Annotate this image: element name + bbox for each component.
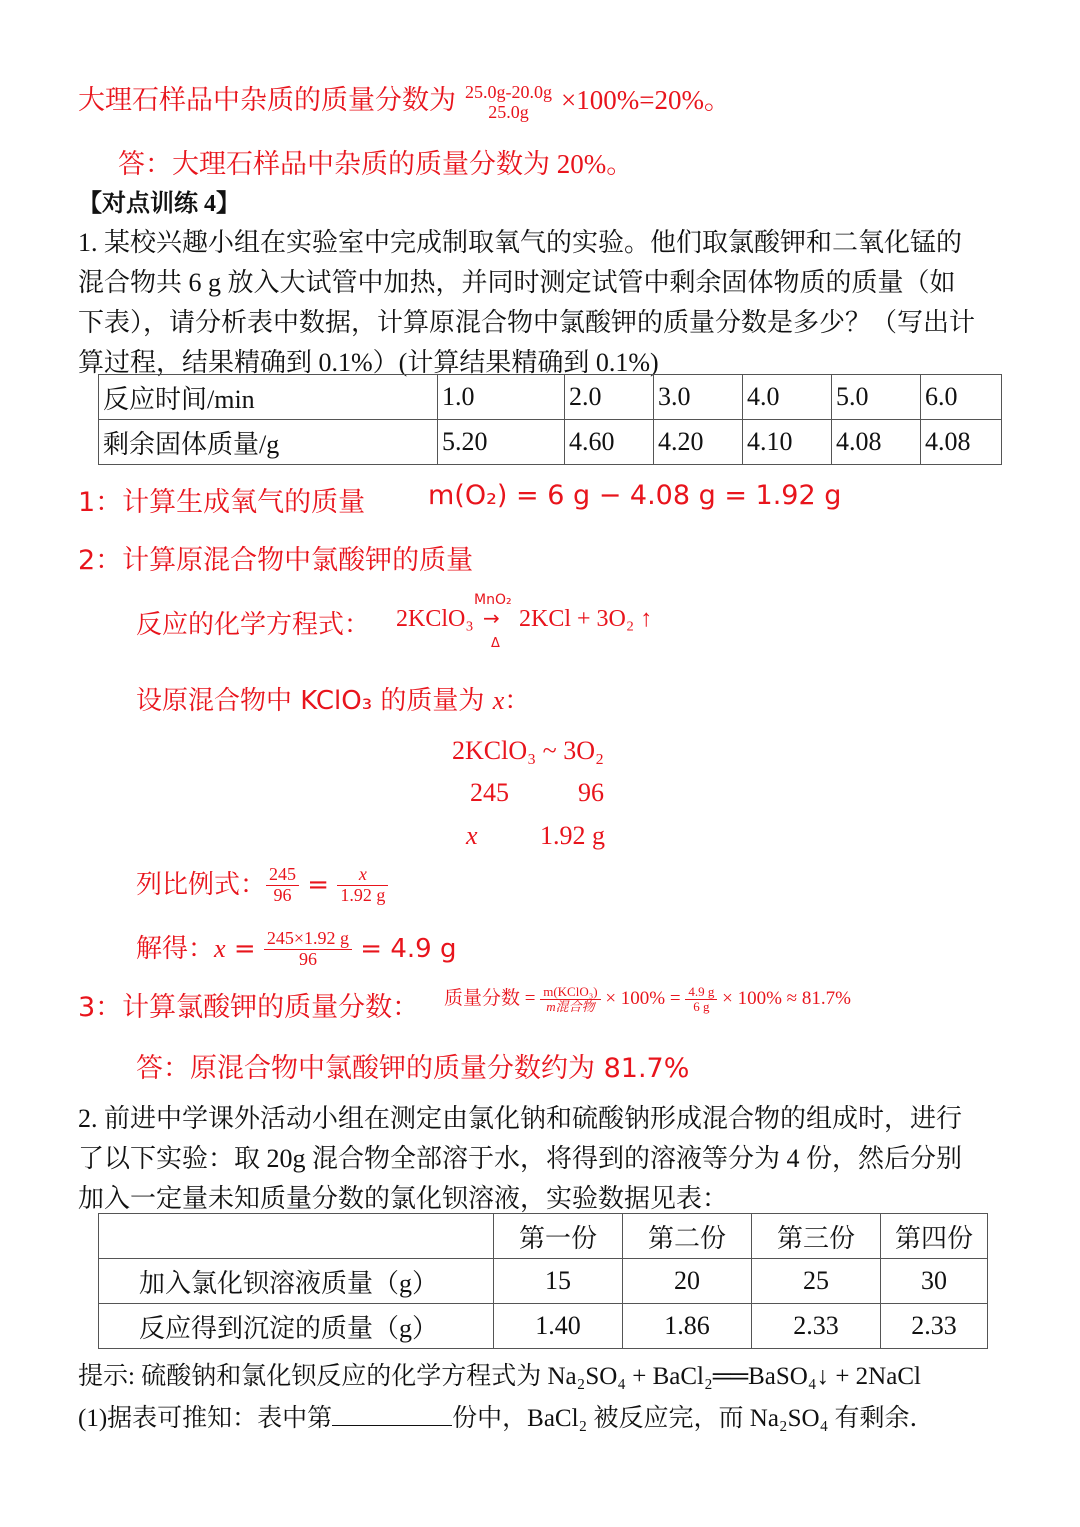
q2-line-3: 加入一定量未知质量分数的氯化钡溶液，实验数据见表： — [78, 1184, 729, 1213]
table-cell: 3.0 — [654, 375, 743, 420]
let-variable: x — [492, 686, 505, 715]
chem-equation-line — [136, 604, 370, 641]
table-cell: 4.0 — [743, 375, 832, 420]
hint-text: 提示: 硫酸钠和氯化钡反应的化学方程式为 Na₂SO₄ + BaCl₂══BaSO₄↓ + 2NaCl — [78, 1363, 921, 1390]
fraction-denominator: 1.92 g — [340, 885, 386, 905]
section-title: 【对点训练 4】 — [78, 191, 240, 217]
step3-label: 3：计算氯酸钾的质量分数： — [78, 992, 420, 1023]
proportion-label: 列比例式： — [136, 870, 267, 900]
table-header-cell: 第一份 — [494, 1214, 623, 1259]
table-header-cell — [99, 1214, 494, 1259]
table-cell: 6.0 — [921, 375, 1002, 420]
q2-line-2: 了以下实验：取 20g 混合物全部溶于水，将得到的溶液等分为 4 份，然后分别 — [78, 1144, 963, 1173]
table-cell: 5.0 — [832, 375, 921, 420]
solve-label: 解得： — [136, 934, 215, 964]
q1-line-3: 下表），请分析表中数据，计算原混合物中氯酸钾的质量分数是多少？（写出计 — [78, 308, 976, 337]
solve-line — [136, 928, 456, 970]
let-colon: ： — [504, 686, 531, 716]
table-cell: 1.0 — [438, 375, 565, 420]
table-cell: 2.0 — [565, 375, 654, 420]
step1-label: 1：计算生成氧气的质量 — [78, 487, 366, 518]
sub1-suffix: 份中，BaCl₂ 被反应完，而 Na₂SO₄ 有剩余． — [452, 1405, 935, 1432]
solve-result: = 4.9 g — [352, 934, 457, 964]
table-cell: 1.40 — [494, 1304, 623, 1349]
eq-arrow: → — [483, 606, 500, 630]
eq-right: 2KCl + 3O₂ ↑ — [519, 606, 653, 632]
fraction-denominator: m混合物 — [546, 999, 595, 1015]
solve-fraction — [264, 929, 352, 970]
impurity-denominator: 25.0g — [488, 101, 529, 122]
table-cell: 25 — [752, 1259, 881, 1304]
fraction-numerator: 4.9 g — [685, 985, 717, 1000]
formula-end: × 100% ≈ 81.7% — [717, 988, 851, 1009]
q1-line-4: 算过程，结果精确到 0.1%）(计算结果精确到 0.1%) — [78, 348, 659, 377]
fraction-denominator: 96 — [273, 885, 292, 905]
formula-fraction-2 — [685, 985, 717, 1015]
proportion-line — [136, 864, 388, 906]
table-row-label: 加入氯化钡溶液质量（g） — [99, 1259, 494, 1304]
eq-catalyst: MnO₂ — [474, 592, 512, 608]
table-cell: 15 — [494, 1259, 623, 1304]
step3-formula — [444, 983, 851, 1014]
table-header-cell: 第四份 — [881, 1214, 988, 1259]
table-header-cell: 第三份 — [752, 1214, 881, 1259]
table-cell: 20 — [623, 1259, 752, 1304]
table-cell: 4.10 — [743, 420, 832, 465]
step2-label: 2：计算原混合物中氯酸钾的质量 — [78, 545, 474, 576]
formula-fraction-1 — [540, 985, 600, 1015]
table-cell: 4.08 — [921, 420, 1002, 465]
let-line — [136, 680, 530, 717]
table-cell: 4.60 — [565, 420, 654, 465]
solve-equals: = — [225, 934, 264, 964]
impurity-prefix: 大理石样品中杂质的质量分数为 — [78, 85, 456, 115]
table-row — [99, 1259, 988, 1304]
proportion-fraction-1 — [266, 865, 299, 906]
table-header-label: 反应时间/min — [99, 375, 438, 420]
mr-right: 96 — [578, 778, 604, 807]
prev-answer: 答：大理石样品中杂质的质量分数为 20%。 — [118, 149, 634, 179]
fraction-numerator: m(KClO₃) — [540, 985, 600, 1000]
proportion-fraction-2 — [337, 865, 388, 906]
q1-answer: 答：原混合物中氯酸钾的质量分数约为 81.7% — [136, 1053, 690, 1084]
table-cell: 2.33 — [881, 1304, 988, 1349]
table-row — [99, 375, 1002, 420]
impurity-line — [78, 78, 731, 123]
formula-mid: × 100% = — [600, 988, 686, 1009]
table-header-cell: 第二份 — [623, 1214, 752, 1259]
table-row-label: 剩余固体质量/g — [99, 420, 438, 465]
relation: 2KClO₃ ~ 3O₂ — [452, 736, 605, 765]
q1-line-1: 1. 某校兴趣小组在实验室中完成制取氧气的实验。他们取氯酸钾和二氧化锰的 — [78, 228, 963, 257]
solve-variable: x — [214, 934, 226, 963]
table-cell: 4.08 — [832, 420, 921, 465]
formula-prefix: 质量分数 = — [444, 988, 541, 1009]
val-left: x — [466, 821, 478, 850]
precipitate-table — [98, 1213, 988, 1349]
impurity-fraction — [462, 83, 555, 123]
fraction-denominator: 6 g — [693, 999, 710, 1015]
fraction-numerator: 245 — [266, 865, 299, 886]
fraction-numerator: 245×1.92 g — [264, 929, 352, 950]
sub-question-1 — [78, 1398, 935, 1434]
step3-line — [78, 985, 419, 1024]
table-cell: 30 — [881, 1259, 988, 1304]
table-cell: 4.20 — [654, 420, 743, 465]
impurity-numerator: 25.0g-20.0g — [465, 82, 552, 102]
impurity-suffix: ×100%=20%。 — [561, 85, 731, 115]
table-row — [99, 1214, 988, 1259]
fraction-denominator: 96 — [298, 949, 317, 969]
table-row — [99, 1304, 988, 1349]
answer-blank[interactable] — [332, 1403, 452, 1426]
val-right: 1.92 g — [540, 821, 605, 850]
table-cell: 5.20 — [438, 420, 565, 465]
eq-left: 2KClO₃ — [396, 606, 474, 632]
equation-label: 反应的化学方程式： — [136, 610, 371, 640]
fraction-numerator: x — [337, 865, 388, 886]
table-cell: 1.86 — [623, 1304, 752, 1349]
table-cell: 2.33 — [752, 1304, 881, 1349]
step1-equation: m(O₂) = 6 g − 4.08 g = 1.92 g — [428, 480, 842, 511]
table-row — [99, 420, 1002, 465]
reaction-table — [98, 374, 1002, 465]
table-row-label: 反应得到沉淀的质量（g） — [99, 1304, 494, 1349]
proportion-equals: = — [307, 870, 330, 900]
eq-heat: Δ — [491, 636, 500, 651]
sub1-prefix: (1)据表可推知：表中第 — [78, 1405, 333, 1432]
q1-line-2: 混合物共 6 g 放入大试管中加热，并同时测定试管中剩余固体物质的质量（如 — [78, 268, 956, 297]
mr-left: 245 — [470, 778, 509, 807]
let-text: 设原混合物中 KClO₃ 的质量为 — [136, 686, 493, 716]
q2-line-1: 2. 前进中学课外活动小组在测定由氯化钠和硫酸钠形成混合物的组成时，进行 — [78, 1104, 963, 1133]
